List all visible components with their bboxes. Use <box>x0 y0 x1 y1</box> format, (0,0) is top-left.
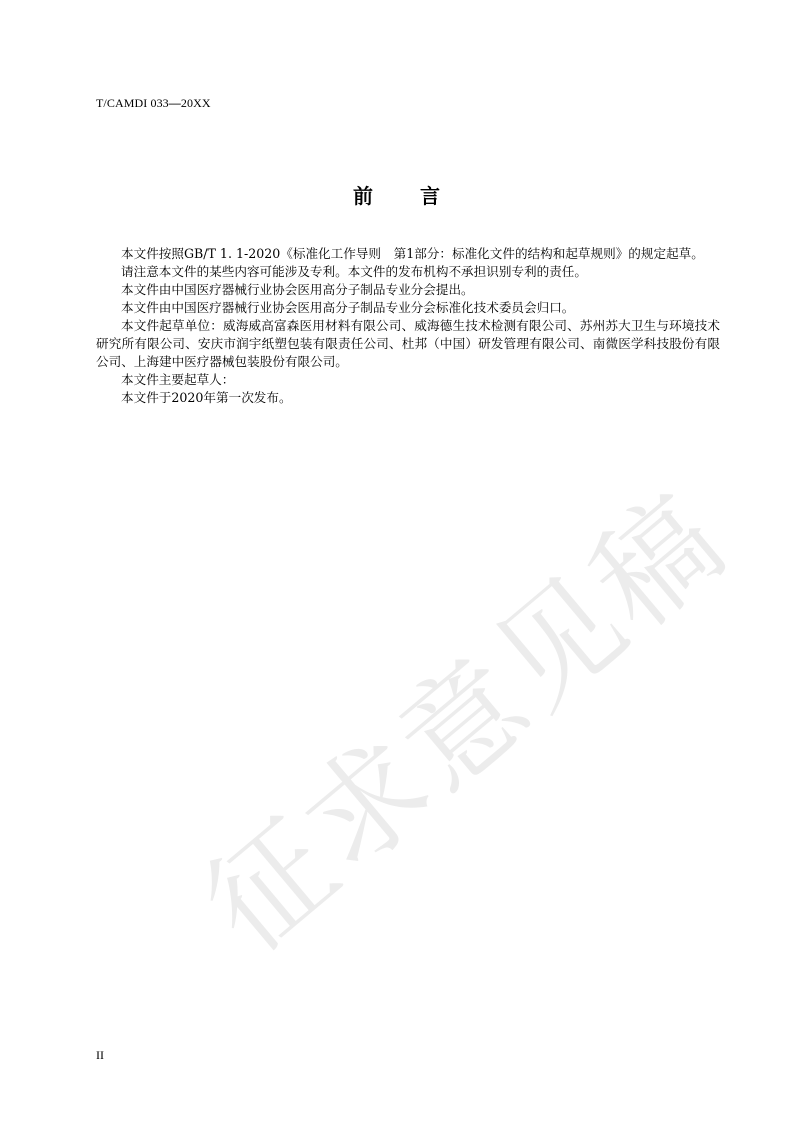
paragraph-standard-basis: 本文件按照GB/T 1. 1-2020《标准化工作导则 第1部分：标准化文件的结构和起草规则》的规定起草。 <box>121 246 704 261</box>
page-number: II <box>96 1048 104 1062</box>
paragraph-drafting-units: 本文件起草单位：威海威高富森医用材料有限公司、威海德生技术检测有限公司、苏州苏大卫生与环境技术研究所有限公司、安庆市润宇纸塑包装有限责任公司、杜邦（中国）研发管理有限公司、南微医学科技股份有限公司、上海建中医疗器械包装股份有限公司。 <box>96 318 720 369</box>
paragraph-main-drafters: 本文件主要起草人： <box>121 372 235 387</box>
watermark-text: 征求意见稿 <box>180 467 753 979</box>
paragraph-patent-notice: 请注意本文件的某些内容可能涉及专利。本文件的发布机构不承担识别专利的责任。 <box>121 264 587 279</box>
foreword-body <box>96 245 720 407</box>
document-code-prefix: T/CAMDI 033 <box>96 96 169 110</box>
paragraph-proposer: 本文件由中国医疗器械行业协会医用高分子制品专业分会提出。 <box>121 282 474 297</box>
document-code-dash: — <box>168 96 181 110</box>
paragraph-technical-committee: 本文件由中国医疗器械行业协会医用高分子制品专业分会标准化技术委员会归口。 <box>121 300 575 315</box>
paragraph-publication: 本文件于2020年第一次发布。 <box>121 390 292 405</box>
page-title: 前 言 <box>353 184 460 208</box>
document-code <box>96 96 211 111</box>
document-code-suffix: 20XX <box>180 96 211 110</box>
